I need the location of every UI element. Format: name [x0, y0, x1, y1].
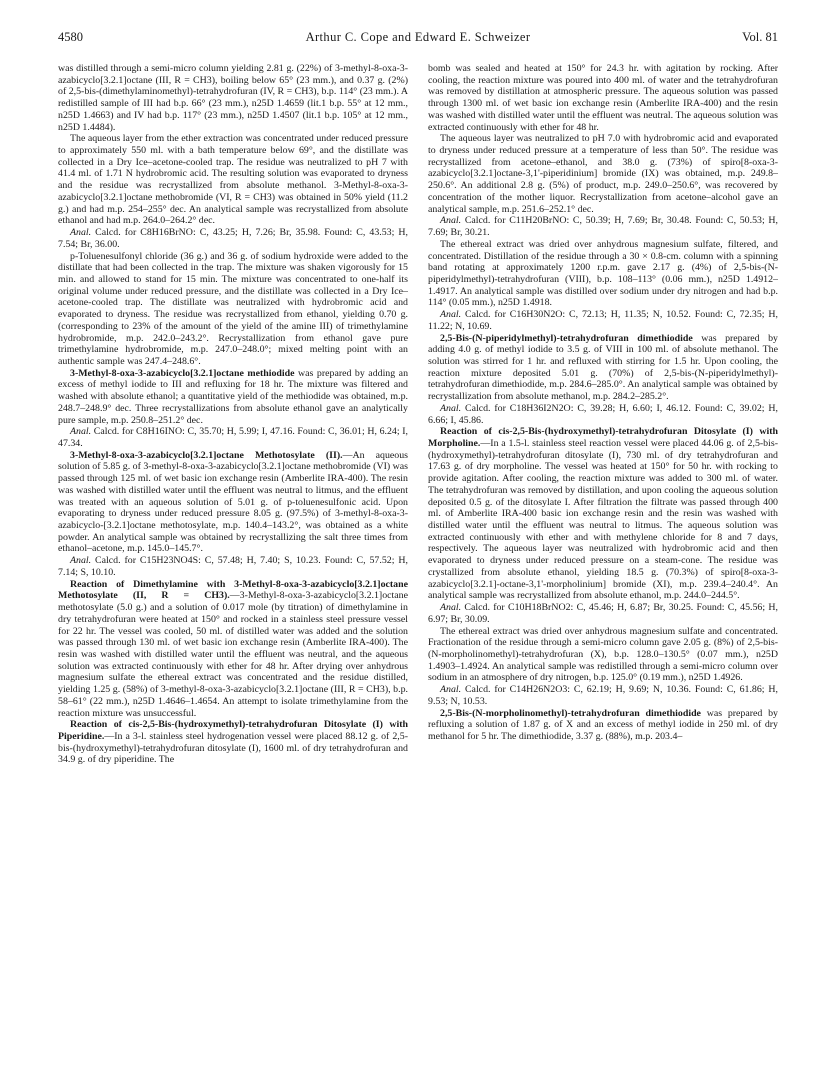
- section-paragraph: [58, 719, 408, 766]
- section-text: was prepared by refluxing a solution of 1.87 g. of X and an excess of methyl iodide in 250 ml. of dry methanol for 5 hr. The dimethiodide, 3.37 g. (88%), m.p. 203.4–: [428, 707, 778, 742]
- analysis-text: Calcd. for C15H23NO4S: C, 57.48; H, 7.40; S, 10.23. Found: C, 57.52; H, 7.14; S, 10.10.: [58, 555, 408, 578]
- section-heading: 3-Methyl-8-oxa-3-azabicyclo[3.2.1]octane Methotosylate (II).: [70, 449, 343, 461]
- section-text: —3-Methyl-8-oxa-3-azabicyclo[3.2.1]octane methotosylate (5.0 g.) and a solution of 0.017 mole (by titration) of dimethylamine in dry tetrahydrofuran were heated at 150° and rocked in a stainless steel pressure vessel for 22 hr. The vessel was cooled, 50 ml. of distilled water was added and the solution was passed through 130 ml. of wet basic ion exchange resin (Amberlite IRA-400). The resin was washed with distilled water until the effluent was neutral, and the aqueous solution was extracted continuously with ether for 48 hr. After drying over anhydrous magnesium sulfate the ethereal extract was concentrated and the residue distilled, yielding 1.25 g. (58%) of 3-methyl-8-oxa-3-azabicyclo[3.2.1]octane (III, R = CH3), b.p. 58–61° (22 mm.), n25D 1.4646–1.4654. An attempt to isolate trimethylamine from the reaction mixture was unsuccessful.: [58, 590, 408, 719]
- running-header: [58, 30, 778, 50]
- section-paragraph: [428, 426, 778, 602]
- section-heading: Reaction of cis-2,5-Bis-(hydroxymethyl)-tetrahydrofuran Ditosylate (I) with Piperidine.: [58, 719, 408, 742]
- body-paragraph: The aqueous layer was neutralized to pH 7.0 with hydrobromic acid and evaporated to dryness under reduced pressure at a temperature of less than 50°. The residue was recrystallized from acetone–ethanol, and 38.0 g. (73%) of spiro[8-oxa-3-azabicyclo[3.2.1]octane-3,1'-piperidinium] bromide (IX) was obtained, m.p. 249.8–250.6°. An additional 2.8 g. (5%) of product, m.p. 249.0–250.6°, was recovered by concentration of the mother liquor. Recrystallization from acetone–alcohol gave an analytical sample, m.p. 251.6–252.1° dec.: [428, 133, 778, 215]
- analysis-label: Anal.: [70, 426, 92, 438]
- analysis-label: Anal.: [70, 555, 92, 567]
- section-text: —In a 3-l. stainless steel hydrogenation vessel were placed 88.12 g. of 2,5-bis-(hydroxymethyl)-tetrahydrofuran ditosylate (I), 1600 ml. of dry tetrahydrofuran and 34.9 g. of dry piperidine. The: [58, 730, 408, 766]
- volume-label: Vol. 81: [742, 30, 778, 44]
- running-title: Arthur C. Cope and Edward E. Schweizer: [305, 30, 531, 44]
- analysis-text: Calcd. for C8H16INO: C, 35.70; H, 5.99; I, 47.16. Found: C, 36.01; H, 6.24; I, 47.34.: [58, 426, 408, 449]
- analysis-paragraph: [428, 602, 778, 625]
- left-column: [58, 63, 408, 1058]
- page-number: 4580: [58, 30, 83, 44]
- analysis-label: Anal.: [440, 684, 462, 696]
- analysis-paragraph: [58, 555, 408, 578]
- body-paragraph: was distilled through a semi-micro column yielding 2.81 g. (22%) of 3-methyl-8-oxa-3-azabicyclo[3.2.1]octane (III, R = CH3), boiling below 65° (23 mm.), and 0.37 g. (2%) of 2,5-bis-(dimethylaminomethyl)-tetrahydrofuran (IV, R = CH3), b.p. 114° (23 mm.). A redistilled sample of III had b.p. 66° (23 mm.), n25D 1.4659 (lit.1 b.p. 55° at 12 mm., n25D 1.4663) and IV had b.p. 117° (23 mm.), n25D 1.4507 (lit.1 b.p. 105° at 12 mm., n25D 1.4484).: [58, 63, 408, 133]
- analysis-text: Calcd. for C18H36I2N2O: C, 39.28; H, 6.60; I, 46.12. Found: C, 39.02; H, 6.66; I, 45.86.: [428, 402, 778, 426]
- analysis-paragraph: [428, 215, 778, 238]
- analysis-label: Anal.: [440, 215, 462, 227]
- analysis-text: Calcd. for C11H20BrNO: C, 50.39; H, 7.69; Br, 30.48. Found: C, 50.53; H, 7.69; Br, 30.21.: [428, 215, 778, 239]
- analysis-text: Calcd. for C16H30N2O: C, 72.13; H, 11.35; N, 10.52. Found: C, 72.35; H, 11.22; N, 10.69.: [428, 309, 778, 332]
- analysis-text: Calcd. for C8H16BrNO: C, 43.25; H, 7.26; Br, 35.98. Found: C, 43.53; H, 7.54; Br, 36.00.: [58, 227, 408, 250]
- section-heading: Reaction of Dimethylamine with 3-Methyl-8-oxa-3-azabicyclo[3.2.1]octane Methotosylate (II, R = CH3).: [58, 578, 408, 602]
- body-paragraph: The ethereal extract was dried over anhydrous magnesium sulfate, filtered, and concentrated. Distillation of the residue through a 30 × 0.8-cm. column with a spinning band rotating at approximately 1200 r.p.m. gave 2.17 g. (4%) of 2,5-bis-(N-piperidylmethyl)-tetrahydrofuran (VIII), b.p. 108–113° (0.06 mm.), n25D 1.4912–1.4917. An analytical sample was distilled over sodium under dry nitrogen and had b.p. 114° (0.05 mm.), n25D 1.4918.: [428, 238, 778, 309]
- section-heading: Reaction of cis-2,5-Bis-(hydroxymethyl)-tetrahydrofuran Ditosylate (I) with Morpholine.: [428, 426, 778, 449]
- section-paragraph: [428, 708, 778, 743]
- analysis-label: Anal.: [70, 227, 92, 239]
- analysis-paragraph: [58, 426, 408, 449]
- analysis-label: Anal.: [440, 402, 462, 414]
- section-paragraph: [58, 579, 408, 720]
- section-heading: 3-Methyl-8-oxa-3-azabicyclo[3.2.1]octane methiodide: [70, 367, 295, 379]
- analysis-paragraph: [428, 309, 778, 332]
- body-paragraph: The ethereal extract was dried over anhydrous magnesium sulfate and concentrated. Fractionation of the residue through a semi-micro column gave 2.05 g. (8%) of 2,5-bis-(N-morpholinomethyl)-tetrahydrofuran (X), b.p. 128.0–130.5° (0.07 mm.), n25D 1.4903–1.4924. An analytical sample was redistilled through a semi-micro column over sodium in an atmosphere of dry nitrogen, b.p. 125.0° (0.19 mm.), n25D 1.4926.: [428, 625, 778, 684]
- section-text: —An aqueous solution of 5.85 g. of 3-methyl-8-oxa-3-azabicyclo[3.2.1]octane methobromide (VI) was passed through 125 ml. of wet basic ion exchange resin (Amberlite IRA-400). The resin was washed with distilled water until the effluent was neutral to litmus, and the effluent was treated with an aqueous solution of 5.01 g. of p-toluenesulfonic acid. Upon evaporating to dryness under reduced pressure 8.05 g. (97.5%) of 3-methyl-8-oxa-3-azabicyclo-[3.2.1]octane methotosylate, m.p. 140.4–143.2°, was obtained as a white powder. An analytical sample was obtained by recrystallizing the salt three times from ethanol–acetone, m.p. 145.0–145.7°.: [58, 449, 408, 555]
- analysis-text: Calcd. for C10H18BrNO2: C, 45.46; H, 6.87; Br, 30.25. Found: C, 45.56; H, 6.97; Br, 30.09.: [428, 602, 778, 625]
- body-paragraph: p-Toluenesulfonyl chloride (36 g.) and 36 g. of sodium hydroxide were added to the distillate that had been collected in the trap. The mixture was shaken vigorously for 15 min. and allowed to stand for 15 min. The mixture was concentrated to one-half its original volume under reduced pressure, and the distillate was collected in a Dry Ice–acetone-cooled trap. The distillate was neutralized with hydrobromic acid and evaporated to dryness. The residue was recrystallized from ethanol, yielding 0.70 g. (corresponding to 23% of the amount of the yield of the amine III) of trimethylamine hydrobromide, m.p. 242.0–243.2°. Recrystallization from ethanol gave pure trimethylamine hydrobromide, m.p. 247.0–248.0°; mixed melting point with an authentic sample was 247.4–248.6°.: [58, 250, 408, 367]
- analysis-paragraph: [58, 227, 408, 250]
- section-paragraph: [58, 450, 408, 555]
- section-text: —In a 1.5-l. stainless steel reaction vessel were placed 44.06 g. of 2,5-bis-(hydroxymethyl)-tetrahydrofuran ditosylate (I), 730 ml. of dry tetrahydrofuran and 17.63 g. of dry morpholine. The vessel was heated at 150° for 50 hr. with rocking to provide agitation. After cooling, the reaction mixture was added to 300 ml. of water. The tetrahydrofuran was removed by distillation, and upon cooling the aqueous solution deposited 0.5 g. of the ditosylate I. After filtration the filtrate was passed through 400 ml. of Amberlite IRA-400 basic ion exchange resin and the resin was washed with distilled water until the effluent was neutral to litmus. The aqueous solution was extracted continuously with ether and with methylene chloride for 8 and 7 days, respectively. The aqueous layer was neutralized with hydrobromic acid and then evaporated to dryness under reduced pressure on a steam-cone. The residue was crystallized from absolute ethanol, yielding 18.5 g. (70.3%) of spiro[8-oxa-3-azabicyclo[3.2.1]-octane-3,1'-morpholinium] bromide (XI), m.p. 239.4–240.4°. An analytical sample was recrystallized from absolute ethanol, m.p. 244.0–244.5°.: [428, 438, 778, 602]
- section-heading: 2,5-Bis-(N-piperidylmethyl)-tetrahydrofuran dimethiodide: [440, 332, 693, 344]
- section-paragraph: [58, 368, 408, 427]
- right-column: [428, 63, 778, 1058]
- section-text: was prepared by adding an excess of methyl iodide to III and refluxing for 18 hr. The mixture was filtered and washed with absolute ethanol; a quantitative yield of the methiodide was obtained, m.p. 248.7–248.9° dec. Three recrystallizations from absolute ethanol gave an analytically pure sample, m.p. 250.8–251.2° dec.: [58, 367, 408, 426]
- analysis-paragraph: [428, 684, 778, 707]
- analysis-text: Calcd. for C14H26N2O3: C, 62.19; H, 9.69; N, 10.36. Found: C, 61.86; H, 9.53; N, 10.53.: [428, 684, 778, 707]
- analysis-paragraph: [428, 403, 778, 426]
- analysis-label: Anal.: [440, 309, 462, 321]
- analysis-label: Anal.: [440, 602, 462, 614]
- section-paragraph: [428, 333, 778, 403]
- body-paragraph: The aqueous layer from the ether extraction was concentrated under reduced pressure to approximately 550 ml. with a bath temperature below 69°, and the distillate was collected in a Dry Ice–acetone-cooled trap. The residue was neutralized to pH 7 with 41.4 ml. of 1.71 N hydrobromic acid. The resulting solution was evaporated to dryness and the residue was recrystallized from absolute methanol. 3-Methyl-8-oxa-3-azabicyclo[3.2.1]octane methobromide (VI, R = CH3) was obtained in 50% yield (11.2 g.) and had m.p. 254–255° dec. An analytical sample was recrystallized from absolute ethanol and had m.p. 264.0–264.2° dec.: [58, 133, 408, 227]
- section-text: was prepared by adding 4.0 g. of methyl iodide to 3.5 g. of VIII in 100 ml. of absolute methanol. The solution was stirred for 1 hr. and refluxed with stirring for 1.5 hr. Upon cooling, the reaction mixture deposited 5.01 g. (70%) of 2,5-bis-(N-piperidylmethyl)-tetrahydrofuran dimethiodide, m.p. 284.6–285.0°. An analytical sample was obtained by recrystallization from absolute methanol, m.p. 284.2–285.2°.: [428, 332, 778, 403]
- section-heading: 2,5-Bis-(N-morpholinomethyl)-tetrahydrofuran dimethiodide: [440, 707, 701, 719]
- body-paragraph: bomb was sealed and heated at 150° for 24.3 hr. with agitation by rocking. After cooling, the reaction mixture was poured into 400 ml. of water and the tetrahydrofuran was removed by distillation at atmospheric pressure. The aqueous solution was passed through 1300 ml. of wet basic ion exchange resin (Amberlite IRA-400) and the resin was washed with distilled water until the effluent was neutral. The aqueous solution was extracted continuously with ether for 48 hr.: [428, 63, 778, 133]
